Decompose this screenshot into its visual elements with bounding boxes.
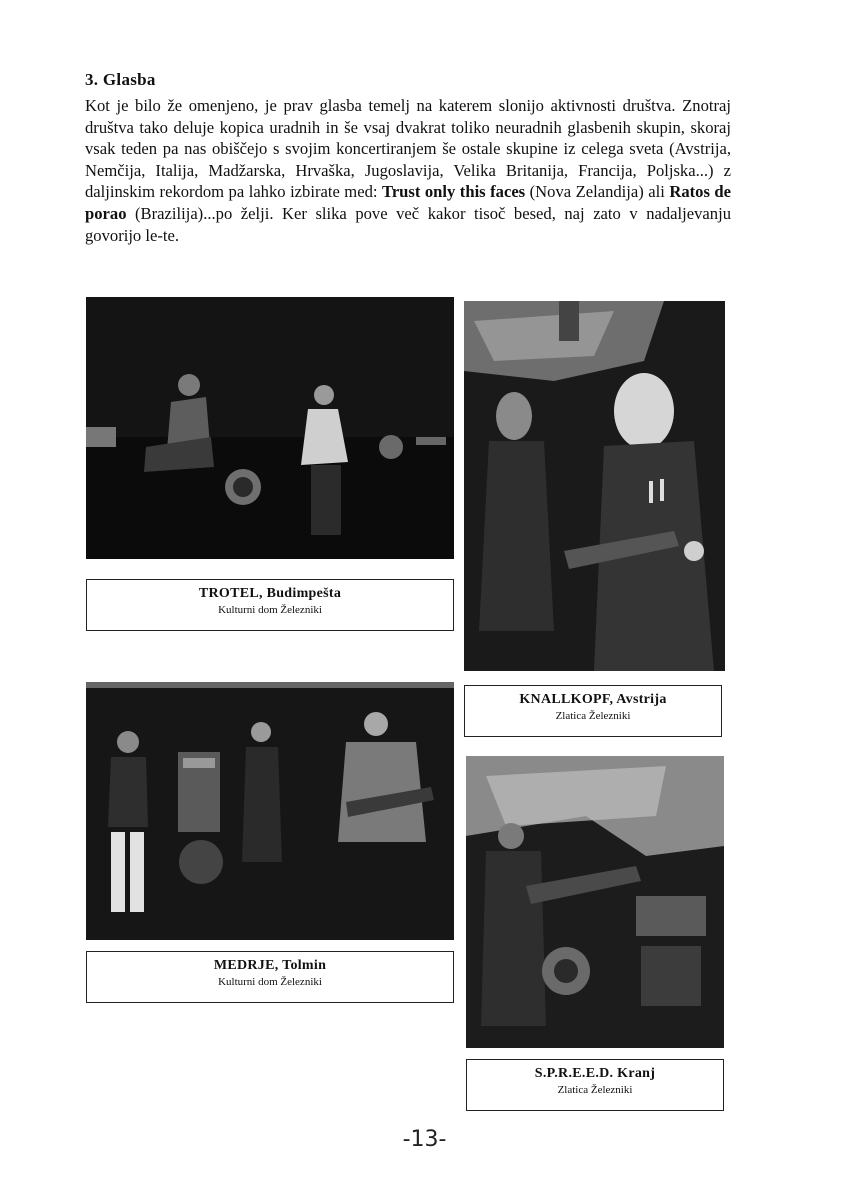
photo-medrje — [86, 682, 454, 940]
caption-spreed-title: S.P.R.E.E.D. Kranj — [534, 1066, 656, 1081]
page-number: -13- — [402, 1127, 447, 1152]
photo-trotel-image — [86, 297, 454, 559]
intro-paragraph — [85, 95, 731, 246]
caption-knallkopf-title: KNALLKOPF, Avstrija — [519, 692, 667, 707]
band-name-2: Ratos de porao — [85, 182, 731, 223]
paragraph-text-2: (Nova Zelandija) ali — [525, 182, 670, 202]
photo-medrje-image — [86, 682, 454, 940]
photo-spreed-image — [466, 756, 724, 1048]
photo-spreed — [466, 756, 724, 1048]
caption-medrje — [86, 951, 454, 1003]
caption-trotel — [86, 579, 454, 631]
photo-knallkopf-image — [464, 301, 725, 671]
caption-knallkopf — [464, 685, 722, 737]
caption-trotel-subtitle: Kulturni dom Železniki — [218, 604, 322, 616]
photo-trotel — [86, 297, 454, 559]
caption-knallkopf-subtitle: Zlatica Železniki — [555, 710, 631, 722]
caption-trotel-title: TROTEL, Budimpešta — [198, 586, 342, 601]
paragraph-text-3: (Brazilija)...po želji. Ker slika pove več kakor tisoč besed, naj zato v nadaljevanju govorijo le-te. — [85, 203, 731, 245]
band-name-1: Trust only this faces — [381, 182, 526, 202]
caption-spreed — [466, 1059, 724, 1111]
paragraph-text-1: Kot je bilo že omenjeno, je prav glasba temelj na katerem slonijo aktivnosti društva. Znotraj društva tako deluje kopica uradnih in še vsaj dvakrat toliko neuradnih glasbenih skupin, skoraj vsak teden pa nas obiščejo s svojim koncertiranjem še ostale skupine iz celega sveta (Avstrija, Nemčija, Italija, Madžarska, Hrvaška, Jugoslavija, Velika Britanija, Francija, Poljska...) z daljinskim rekordom pa lahko izbirate med: — [85, 96, 731, 202]
section-heading: 3. Glasba — [85, 70, 156, 89]
photo-knallkopf — [464, 301, 725, 671]
caption-spreed-subtitle: Zlatica Železniki — [557, 1084, 633, 1096]
caption-medrje-title: MEDRJE, Tolmin — [213, 958, 327, 973]
caption-medrje-subtitle: Kulturni dom Železniki — [218, 976, 322, 988]
